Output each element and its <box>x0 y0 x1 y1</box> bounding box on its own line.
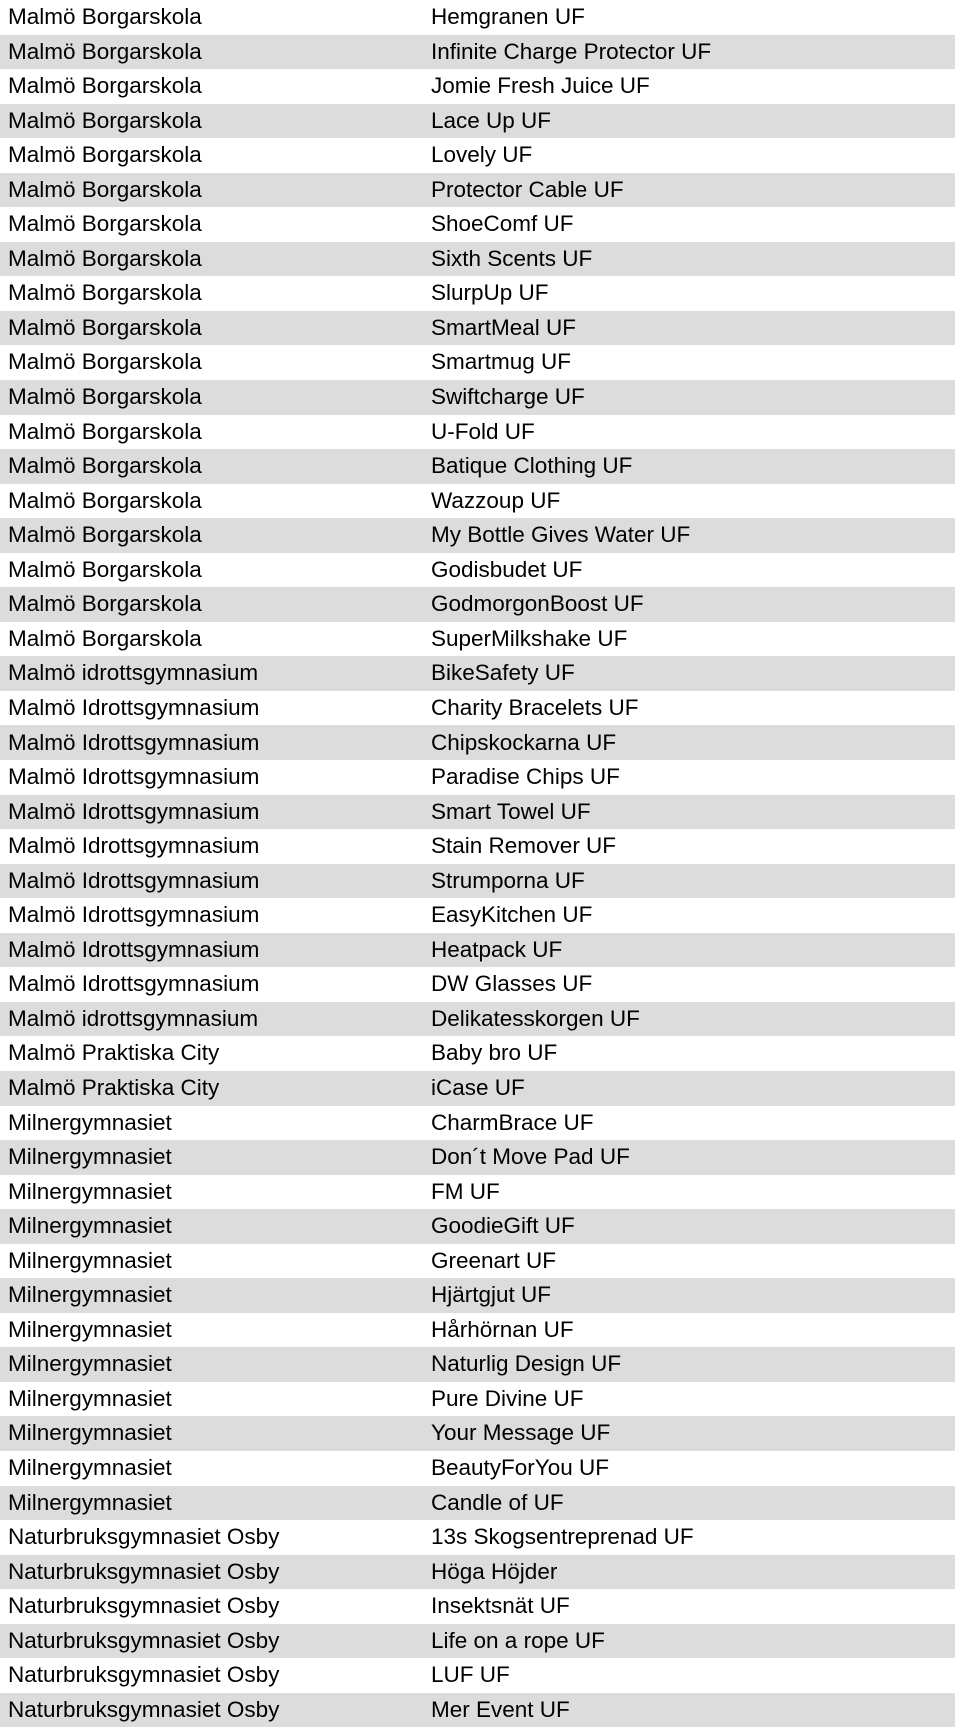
table-row <box>0 1555 955 1590</box>
table-row <box>0 1036 955 1071</box>
table-row <box>0 415 955 450</box>
company-name-cell: Godisbudet UF <box>431 556 583 582</box>
table-row <box>0 345 955 380</box>
company-name-cell: Your Message UF <box>431 1420 611 1446</box>
company-name-cell: Pure Divine UF <box>431 1385 584 1411</box>
table-row <box>0 898 955 933</box>
company-name-cell: Infinite Charge Protector UF <box>431 38 712 64</box>
table-row <box>0 1002 955 1037</box>
school-name-cell: Malmö Borgarskola <box>8 591 202 617</box>
school-name-cell: Malmö Idrottsgymnasium <box>8 694 260 720</box>
company-name-cell: Hårhörnan UF <box>431 1316 574 1342</box>
company-name-cell: Smart Towel UF <box>431 798 591 824</box>
table-row <box>0 553 955 588</box>
table-row <box>0 242 955 277</box>
table-row <box>0 69 955 104</box>
table-row <box>0 1486 955 1521</box>
school-name-cell: Malmö Idrottsgymnasium <box>8 798 260 824</box>
table-row <box>0 1589 955 1624</box>
company-name-cell: Don´t Move Pad UF <box>431 1144 630 1170</box>
school-name-cell: Malmö Borgarskola <box>8 625 202 651</box>
table-row <box>0 1624 955 1659</box>
school-name-cell: Malmö Borgarskola <box>8 107 202 133</box>
school-name-cell: Malmö Idrottsgymnasium <box>8 902 260 928</box>
school-name-cell: Malmö Praktiska City <box>8 1074 220 1100</box>
school-name-cell: Malmö Borgarskola <box>8 556 202 582</box>
company-name-cell: SuperMilkshake UF <box>431 625 628 651</box>
school-name-cell: Malmö Borgarskola <box>8 349 202 375</box>
school-name-cell: Malmö Idrottsgymnasium <box>8 833 260 859</box>
table-row <box>0 311 955 346</box>
school-name-cell: Milnergymnasiet <box>8 1213 172 1239</box>
table-row <box>0 829 955 864</box>
table-row <box>0 1106 955 1141</box>
company-name-cell: Hjärtgjut UF <box>431 1282 552 1308</box>
school-name-cell: Naturbruksgymnasiet Osby <box>8 1524 280 1550</box>
company-name-cell: My Bottle Gives Water UF <box>431 522 691 548</box>
company-name-cell: Life on a rope UF <box>431 1627 605 1653</box>
company-name-cell: Naturlig Design UF <box>431 1351 622 1377</box>
company-name-cell: Protector Cable UF <box>431 176 624 202</box>
table-row <box>0 518 955 553</box>
table-row <box>0 276 955 311</box>
table-row <box>0 967 955 1002</box>
table-row <box>0 1175 955 1210</box>
table-row <box>0 1451 955 1486</box>
school-name-cell: Naturbruksgymnasiet Osby <box>8 1696 280 1722</box>
company-name-cell: Chipskockarna UF <box>431 729 617 755</box>
table-row <box>0 35 955 70</box>
table-row <box>0 207 955 242</box>
company-name-cell: Heatpack UF <box>431 936 563 962</box>
school-name-cell: Malmö Borgarskola <box>8 453 202 479</box>
school-name-cell: Malmö Borgarskola <box>8 4 202 30</box>
company-name-cell: BikeSafety UF <box>431 660 575 686</box>
school-name-cell: Naturbruksgymnasiet Osby <box>8 1593 280 1619</box>
company-name-cell: Mer Event UF <box>431 1696 570 1722</box>
table-row <box>0 1347 955 1382</box>
school-name-cell: Milnergymnasiet <box>8 1385 172 1411</box>
company-name-cell: Höga Höjder <box>431 1558 558 1584</box>
table-row <box>0 1278 955 1313</box>
table-row <box>0 1313 955 1348</box>
school-name-cell: Malmö Borgarskola <box>8 73 202 99</box>
school-name-cell: Malmö Idrottsgymnasium <box>8 936 260 962</box>
school-name-cell: Malmö Borgarskola <box>8 211 202 237</box>
table-row <box>0 449 955 484</box>
company-name-cell: FM UF <box>431 1178 500 1204</box>
company-name-cell: Hemgranen UF <box>431 4 585 30</box>
company-name-cell: DW Glasses UF <box>431 971 593 997</box>
school-name-cell: Naturbruksgymnasiet Osby <box>8 1627 280 1653</box>
company-name-cell: Paradise Chips UF <box>431 764 620 790</box>
company-name-cell: Sixth Scents UF <box>431 245 593 271</box>
company-name-cell: Delikatesskorgen UF <box>431 1005 640 1031</box>
company-name-cell: U-Fold UF <box>431 418 535 444</box>
school-name-cell: Milnergymnasiet <box>8 1282 172 1308</box>
school-name-cell: Malmö Borgarskola <box>8 142 202 168</box>
table-row <box>0 1520 955 1555</box>
company-name-cell: LUF UF <box>431 1662 510 1688</box>
table-row <box>0 173 955 208</box>
company-name-cell: Lovely UF <box>431 142 533 168</box>
table-row <box>0 1209 955 1244</box>
school-name-cell: Malmö idrottsgymnasium <box>8 660 259 686</box>
school-name-cell: Malmö Borgarskola <box>8 384 202 410</box>
table-row <box>0 587 955 622</box>
school-name-cell: Milnergymnasiet <box>8 1109 172 1135</box>
school-name-cell: Malmö Borgarskola <box>8 418 202 444</box>
company-name-cell: Smartmug UF <box>431 349 572 375</box>
company-name-cell: SmartMeal UF <box>431 314 577 340</box>
company-name-cell: GoodieGift UF <box>431 1213 575 1239</box>
table-row <box>0 1416 955 1451</box>
school-name-cell: Malmö Borgarskola <box>8 522 202 548</box>
company-name-cell: GodmorgonBoost UF <box>431 591 644 617</box>
company-name-cell: Candle of UF <box>431 1489 564 1515</box>
company-name-cell: Strumporna UF <box>431 867 585 893</box>
school-name-cell: Malmö Borgarskola <box>8 176 202 202</box>
company-name-cell: EasyKitchen UF <box>431 902 593 928</box>
table-row <box>0 760 955 795</box>
company-name-cell: Batique Clothing UF <box>431 453 633 479</box>
company-name-cell: Charity Bracelets UF <box>431 694 639 720</box>
table-row <box>0 1071 955 1106</box>
school-name-cell: Milnergymnasiet <box>8 1420 172 1446</box>
company-name-cell: ShoeComf UF <box>431 211 574 237</box>
school-name-cell: Milnergymnasiet <box>8 1454 172 1480</box>
school-name-cell: Milnergymnasiet <box>8 1247 172 1273</box>
table-row <box>0 795 955 830</box>
table-row <box>0 1140 955 1175</box>
table-row <box>0 933 955 968</box>
company-name-cell: Greenart UF <box>431 1247 557 1273</box>
school-name-cell: Naturbruksgymnasiet Osby <box>8 1662 280 1688</box>
school-name-cell: Malmö idrottsgymnasium <box>8 1005 259 1031</box>
table-row <box>0 380 955 415</box>
table-row <box>0 1382 955 1417</box>
table-row <box>0 1693 955 1728</box>
table-row <box>0 104 955 139</box>
school-name-cell: Milnergymnasiet <box>8 1351 172 1377</box>
school-name-cell: Milnergymnasiet <box>8 1489 172 1515</box>
table-row <box>0 725 955 760</box>
company-name-cell: Baby bro UF <box>431 1040 558 1066</box>
table-row <box>0 1244 955 1279</box>
company-name-cell: BeautyForYou UF <box>431 1454 610 1480</box>
school-name-cell: Milnergymnasiet <box>8 1178 172 1204</box>
school-name-cell: Malmö Idrottsgymnasium <box>8 971 260 997</box>
company-name-cell: Wazzoup UF <box>431 487 561 513</box>
company-name-cell: SlurpUp UF <box>431 280 549 306</box>
school-name-cell: Malmö Borgarskola <box>8 38 202 64</box>
school-name-cell: Malmö Idrottsgymnasium <box>8 867 260 893</box>
school-name-cell: Malmö Borgarskola <box>8 314 202 340</box>
table-row <box>0 138 955 173</box>
company-name-cell: Jomie Fresh Juice UF <box>431 73 650 99</box>
school-name-cell: Malmö Idrottsgymnasium <box>8 764 260 790</box>
school-name-cell: Milnergymnasiet <box>8 1316 172 1342</box>
company-name-cell: Swiftcharge UF <box>431 384 585 410</box>
school-name-cell: Milnergymnasiet <box>8 1144 172 1170</box>
company-name-cell: 13s Skogsentreprenad UF <box>431 1524 694 1550</box>
table-row <box>0 484 955 519</box>
table-row <box>0 1658 955 1693</box>
table-row <box>0 656 955 691</box>
table-row <box>0 0 955 35</box>
company-name-cell: CharmBrace UF <box>431 1109 594 1135</box>
school-name-cell: Malmö Borgarskola <box>8 280 202 306</box>
school-name-cell: Malmö Borgarskola <box>8 487 202 513</box>
table-row <box>0 622 955 657</box>
school-name-cell: Malmö Idrottsgymnasium <box>8 729 260 755</box>
table-row <box>0 864 955 899</box>
table-row <box>0 691 955 726</box>
school-name-cell: Malmö Borgarskola <box>8 245 202 271</box>
school-name-cell: Naturbruksgymnasiet Osby <box>8 1558 280 1584</box>
school-name-cell: Malmö Praktiska City <box>8 1040 220 1066</box>
company-name-cell: Stain Remover UF <box>431 833 617 859</box>
company-name-cell: iCase UF <box>431 1074 525 1100</box>
company-name-cell: Lace Up UF <box>431 107 552 133</box>
company-name-cell: Insektsnät UF <box>431 1593 570 1619</box>
